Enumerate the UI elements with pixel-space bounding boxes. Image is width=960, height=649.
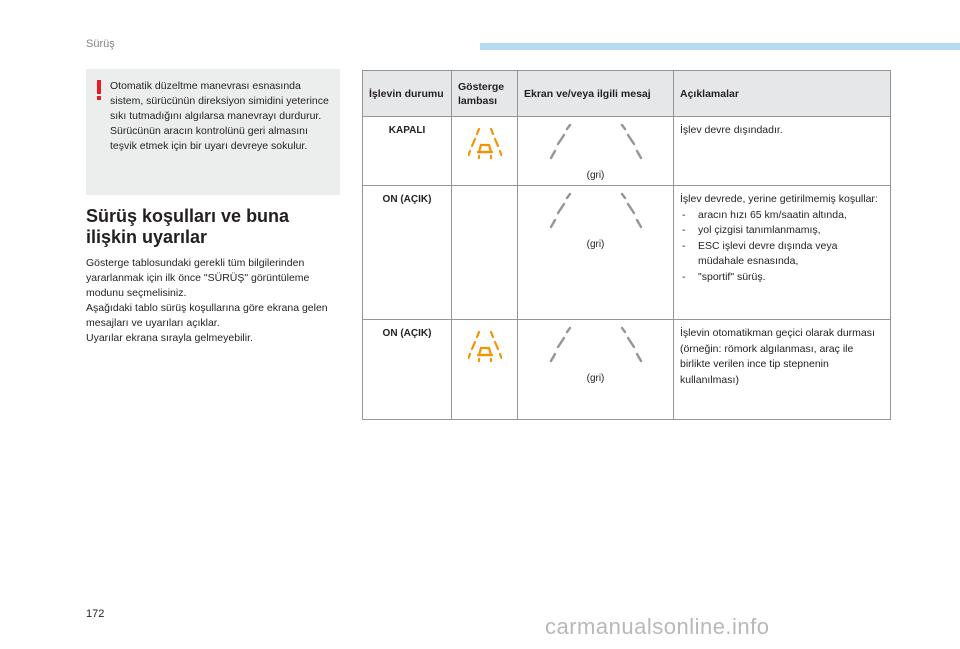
section-title: Sürüş xyxy=(86,38,115,50)
screen-caption: (gri) xyxy=(586,170,605,181)
exclamation-icon xyxy=(96,80,102,100)
warning-text: Otomatik düzeltme manevrası esnasında sistem, sürücünün direksiyon simidini yeterince sıkı tutmadığını algılarsa manevrayı durdurur. Sürücünün aracın kontrolünü geri almasını teşvik etmek için bir uyarı devreye sokulur. xyxy=(110,80,329,152)
screen-cell xyxy=(518,320,674,420)
body-paragraph: Aşağıdaki tablo sürüş koşullarına göre ekrana gelen mesajları ve uyarıları açıklar. xyxy=(86,302,328,329)
table-header-row xyxy=(363,71,891,117)
section-heading: Sürüş koşulları ve buna ilişkin uyarılar xyxy=(86,206,290,247)
description-cell xyxy=(674,117,891,186)
table-row xyxy=(363,186,891,320)
status-table xyxy=(362,70,891,420)
header-bar xyxy=(480,43,960,50)
screen-caption: (gri) xyxy=(586,239,605,250)
watermark: carmanualsonline.info xyxy=(545,614,770,639)
table-row xyxy=(363,117,891,186)
description-text: İşlev devre dışındadır. xyxy=(680,124,783,136)
state-cell: ON (AÇIK) xyxy=(363,320,452,420)
page-number: 172 xyxy=(86,608,105,620)
lane-lines-icon xyxy=(548,123,644,163)
state-cell: ON (AÇIK) xyxy=(363,186,452,320)
screen-cell xyxy=(518,186,674,320)
description-text: İşlev devrede, yerine getirilmemiş koşullar: xyxy=(680,193,878,205)
lane-lines-icon xyxy=(548,326,644,366)
section-body xyxy=(86,256,348,346)
list-item: - "sportif" sürüş. xyxy=(680,270,883,286)
table-row xyxy=(363,320,891,420)
header-state: İşlevin durumu xyxy=(363,71,452,117)
screen-cell xyxy=(518,117,674,186)
lamp-cell xyxy=(452,320,518,420)
lane-assist-warning-icon xyxy=(468,127,502,161)
header-notes: Açıklamalar xyxy=(674,71,891,117)
lamp-cell xyxy=(452,186,518,320)
lamp-cell xyxy=(452,117,518,186)
list-item: - ESC işlevi devre dışında veya müdahale esnasında, xyxy=(680,239,883,270)
body-paragraph: Gösterge tablosundaki gerekli tüm bilgilerinden yararlanmak için ilk önce "SÜRÜŞ" görüntüleme modunu seçmelisiniz. xyxy=(86,257,310,299)
header-screen: Ekran ve/veya ilgili mesaj xyxy=(518,71,674,117)
list-item: - aracın hızı 65 km/saatin altında, xyxy=(680,208,883,224)
body-paragraph: Uyarılar ekrana sırayla gelmeyebilir. xyxy=(86,332,253,344)
screen-caption: (gri) xyxy=(586,373,605,384)
warning-box xyxy=(86,69,340,195)
list-item: - yol çizgisi tanımlanmamış, xyxy=(680,223,883,239)
header-lamp: Gösterge lambası xyxy=(452,71,518,117)
description-cell xyxy=(674,320,891,420)
description-text: İşlevin otomatikman geçici olarak durması (örneğin: römork algılanması, araç ile birlikte verilen ince tip stepnenin kullanılması) xyxy=(680,327,875,386)
state-cell: KAPALI xyxy=(363,117,452,186)
condition-list xyxy=(680,208,883,286)
lane-lines-icon xyxy=(548,192,644,232)
description-cell xyxy=(674,186,891,320)
lane-assist-warning-icon xyxy=(468,330,502,364)
